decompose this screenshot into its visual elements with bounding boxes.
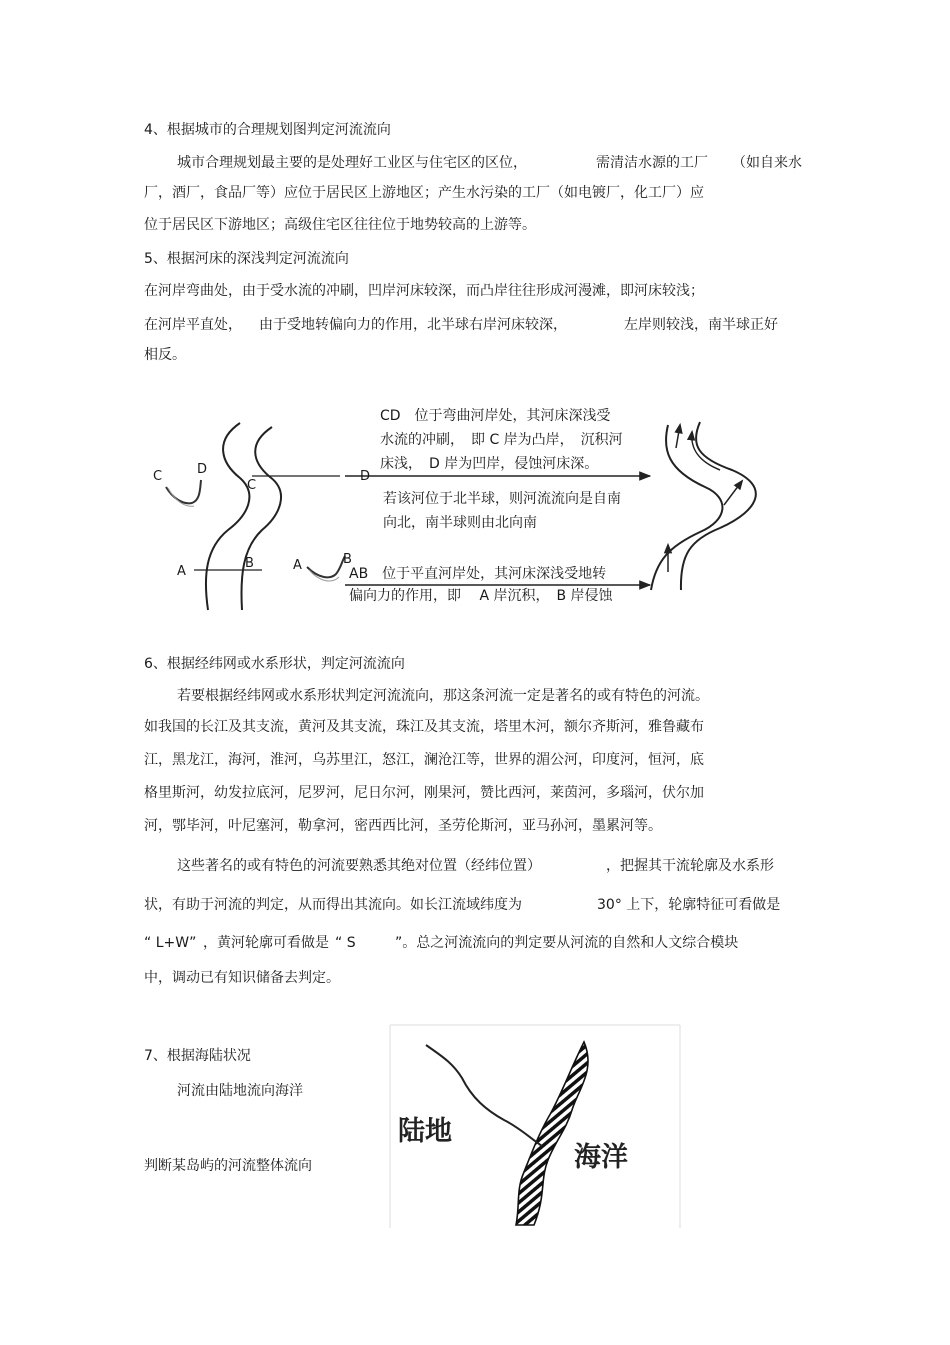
s4-line1a: 城市合理规划最主要的是处理好工业区与住宅区的区位， [177, 155, 527, 171]
s6-p5: 中，调动已有知识储备去判定。 [144, 970, 340, 986]
s6-p4c: “ S [335, 935, 356, 951]
s5-line3: 相反。 [144, 347, 186, 363]
ab-text-1: AB 位于平直河岸处，其河床深浅受地转 [349, 566, 607, 582]
section-5-heading: 5、根据河床的深浅判定河流流向 [144, 251, 349, 267]
s5-line1: 在河岸弯曲处，由于受水流的冲刷，凹岸河床较深，而凸岸往往形成河漫滩，即河床较浅； [144, 283, 704, 299]
s4-line3: 位于居民区下游地区；高级住宅区往往位于地势较高的上游等。 [144, 217, 536, 233]
label-c-small: C [153, 469, 163, 484]
s4-line1c: （如自来水 [732, 155, 802, 171]
s6-p1-line3: 江，黑龙江，海河，淮河，乌苏里江，怒江，澜沧江等，世界的湄公河，印度河，恒河，底 [144, 752, 704, 768]
hemi-text-1: 若该河位于北半球，则河流流向是自南 [383, 491, 621, 507]
cd-text-2: 水流的冲刷， 即 C 岸为凸岸， 沉积河 [380, 432, 623, 448]
s6-p1-line4: 格里斯河，幼发拉底河，尼罗河，尼日尔河，刚果河，赞比西河，莱茵河，多瑙河，伏尔加 [144, 785, 704, 801]
label-d-bank: D [360, 469, 371, 484]
s6-p1-line1: 若要根据经纬网或水系形状判定河流流向，那这条河流一定是著名的或有特色的河流。 [177, 688, 709, 704]
s6-p4d: ”。总之河流流向的判定要从河流的自然和人文综合模块 [395, 935, 739, 951]
label-b-bank: B [245, 556, 254, 571]
hemi-text-2: 向北，南半球则由北向南 [383, 515, 537, 531]
s6-p1-line5: 河，鄂毕河，叶尼塞河，勒拿河，密西西比河，圣劳伦斯河，亚马孙河，墨累河等。 [144, 818, 662, 834]
cd-text-3: 床浅， D 岸为凹岸，侵蚀河床深。 [380, 456, 599, 472]
s5-line2b: 由于受地转偏向力的作用，北半球右岸河床较深， [259, 317, 567, 333]
land-label: 陆地 [398, 1116, 452, 1147]
s6-p2b: ，把握其干流轮廓及水系形 [606, 858, 774, 874]
section-4-heading: 4、根据城市的合理规划图判定河流流向 [144, 122, 391, 138]
label-a-small: A [293, 558, 302, 573]
section-6-heading: 6、根据经纬网或水系形状，判定河流流向 [144, 656, 405, 672]
label-a-bank: A [177, 564, 186, 579]
s4-line2: 厂，酒厂，食品厂等）应位于居民区上游地区；产生水污染的工厂（如电镀厂，化工厂）应 [144, 185, 704, 201]
ab-text-2: 偏向力的作用，即 A 岸沉积， B 岸侵蚀 [349, 588, 613, 604]
s6-p3a: 状，有助于河流的判定，从而得出其流向。如长江流域纬度为 [144, 897, 522, 913]
s6-p2a: 这些著名的或有特色的河流要熟悉其绝对位置（经纬位置） [177, 858, 541, 874]
s4-line1b: 需清洁水源的工厂 [596, 155, 708, 171]
s5-line2a: 在河岸平直处， [144, 317, 242, 333]
s6-p4a: “ L+W” [144, 935, 197, 951]
s7-line1: 河流由陆地流向海洋 [177, 1083, 303, 1099]
label-b-small: B [343, 552, 352, 567]
section-7-heading: 7、根据海陆状况 [144, 1048, 251, 1064]
label-c-bank: C [247, 478, 257, 493]
s6-p3b: 30° 上下，轮廓特征可看做是 [597, 897, 781, 913]
s6-p1-line2: 如我国的长江及其支流，黄河及其支流，珠江及其支流，塔里木河，额尔齐斯河，雅鲁藏布 [144, 719, 704, 735]
cd-text-1: CD 位于弯曲河岸处，其河床深浅受 [380, 408, 611, 424]
s7-line2: 判断某岛屿的河流整体流向 [144, 1158, 312, 1174]
coastline-strip [516, 1042, 588, 1225]
sea-label: 海洋 [574, 1142, 628, 1173]
label-d-small: D [197, 462, 208, 477]
s5-line2c: 左岸则较浅，南半球正好 [624, 317, 778, 333]
s6-p4b: ，黄河轮廓可看做是 [203, 935, 329, 951]
